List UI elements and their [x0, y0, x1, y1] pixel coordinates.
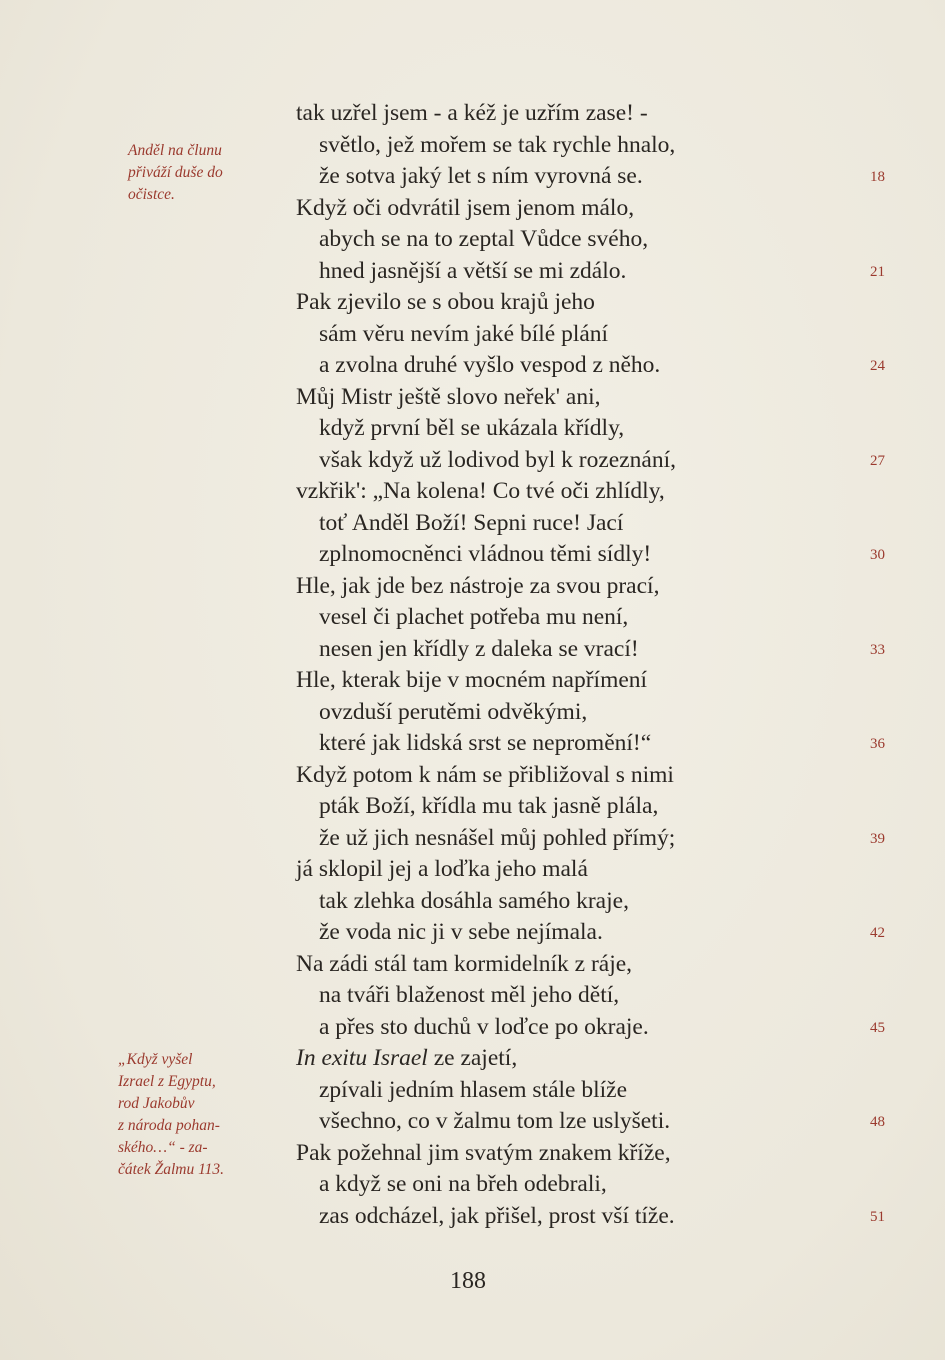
- verse-line: [296, 697, 796, 729]
- verse-text: abych se na to zeptal Vůdce svého,: [319, 226, 649, 252]
- verse-line: [296, 823, 796, 855]
- verse-line: [296, 256, 796, 288]
- verse-line: [296, 791, 796, 823]
- verse-line: [296, 854, 796, 886]
- verse-text: že voda nic ji v sebe nejímala.: [319, 919, 603, 945]
- line-number: 39: [870, 830, 885, 847]
- verse-text: které jak lidská srst se nepromění!“: [319, 730, 652, 756]
- line-number: 30: [870, 547, 885, 563]
- verse-line: [296, 634, 796, 666]
- verse-line: [296, 382, 796, 414]
- verse-text: však když už lodivod byl k rozeznání,: [319, 446, 676, 473]
- verse-text: nesen jen křídly z daleka se vrací!: [319, 635, 639, 662]
- margin-note-line: Anděl na člunu: [128, 142, 222, 159]
- verse-text: tak zlehka dosáhla samého kraje,: [319, 887, 629, 914]
- verse-line: [296, 193, 796, 225]
- margin-note-line: z národa pohan-: [118, 1117, 220, 1134]
- verse-line: [296, 665, 796, 697]
- poem-text: [296, 98, 796, 1232]
- verse-text: všechno, co v žalmu tom lze uslyšeti.: [319, 1108, 671, 1134]
- margin-note-line: „Když vyšel: [118, 1051, 193, 1068]
- line-number: 51: [870, 1208, 885, 1225]
- margin-note-line: rod Jakobův: [118, 1095, 195, 1112]
- verse-line: [296, 602, 796, 634]
- margin-note-line: Izrael z Egyptu,: [118, 1073, 216, 1090]
- verse-text: na tváři blaženost měl jeho dětí,: [319, 982, 620, 1008]
- line-number: 48: [870, 1114, 885, 1130]
- verse-line: [296, 1138, 796, 1170]
- verse-text: že už jich nesnášel můj pohled přímý;: [319, 824, 676, 851]
- verse-line: [296, 476, 796, 508]
- verse-line: [296, 886, 796, 918]
- verse-text: Můj Mistr ještě slovo neřek' ani,: [296, 383, 601, 410]
- margin-note-line: ského…“ - za-: [118, 1139, 208, 1156]
- verse-line: [296, 949, 796, 981]
- verse-text: Hle, kterak bije v mocném napřímení: [296, 667, 648, 693]
- line-number: 45: [870, 1019, 885, 1036]
- verse-text: zas odcházel, jak přišel, prost vší tíže.: [319, 1202, 675, 1229]
- verse-text: zplnomocněnci vládnou těmi sídly!: [319, 541, 652, 567]
- verse-text: když první běl se ukázala křídly,: [319, 415, 625, 441]
- verse-line: [296, 1169, 796, 1201]
- verse-text: Na zádi stál tam kormidelník z ráje,: [296, 950, 633, 977]
- line-number: 18: [870, 169, 885, 185]
- verse-text: Když potom k nám se přibližoval s nimi: [296, 761, 674, 788]
- verse-text: vesel či plachet potřeba mu není,: [319, 604, 629, 630]
- margin-note-line: přiváží duše do: [128, 164, 223, 181]
- line-number: 42: [870, 925, 885, 941]
- verse-line: [296, 1106, 796, 1138]
- page-number: 188: [450, 1268, 486, 1294]
- verse-line: [296, 728, 796, 760]
- verse-text: ovzduší perutěmi odvěkými,: [319, 698, 588, 725]
- verse-text: a přes sto duchů v loďce po okraje.: [319, 1013, 649, 1040]
- line-number: 33: [870, 641, 885, 658]
- margin-note-angel: [128, 140, 268, 206]
- verse-line: [296, 1043, 796, 1075]
- verse-text: ze zajetí,: [427, 1045, 518, 1071]
- verse-line: [296, 287, 796, 319]
- verse-line: [296, 917, 796, 949]
- margin-note-line: čátek Žalmu 113.: [118, 1161, 225, 1178]
- verse-line: [296, 350, 796, 382]
- verse-line: [296, 130, 796, 162]
- verse-text: pták Boží, křídla mu tak jasně plála,: [319, 793, 659, 819]
- verse-line: [296, 539, 796, 571]
- line-number: 21: [870, 263, 885, 280]
- verse-text: tak uzřel jsem - a kéž je uzřím zase! -: [296, 100, 648, 126]
- verse-line: [296, 445, 796, 477]
- verse-line: [296, 161, 796, 193]
- verse-text: toť Anděl Boží! Sepni ruce! Jací: [319, 509, 624, 536]
- line-number: 27: [870, 452, 885, 469]
- verse-line: [296, 224, 796, 256]
- verse-line: [296, 760, 796, 792]
- verse-text: sám věru nevím jaké bílé plání: [319, 320, 609, 347]
- margin-note-line: očistce.: [128, 186, 175, 203]
- verse-text: já sklopil jej a loďka jeho malá: [296, 856, 588, 882]
- line-number: 36: [870, 736, 885, 752]
- verse-text: světlo, jež mořem se tak rychle hnalo,: [319, 131, 676, 158]
- margin-note-psalm: [118, 1049, 273, 1181]
- verse-line: [296, 508, 796, 540]
- verse-line: [296, 98, 796, 130]
- verse-text: Pak zjevilo se s obou krajů jeho: [296, 289, 595, 315]
- verse-text: Hle, jak jde bez nástroje za svou prací,: [296, 572, 660, 599]
- verse-text: Když oči odvrátil jsem jenom málo,: [296, 194, 635, 221]
- verse-text: že sotva jaký let s ním vyrovná se.: [319, 163, 643, 189]
- line-number: 24: [870, 358, 885, 374]
- verse-line: [296, 1201, 796, 1233]
- verse-text: a zvolna druhé vyšlo vespod z něho.: [319, 352, 661, 378]
- verse-text: zpívali jedním hlasem stále blíže: [319, 1076, 628, 1103]
- verse-line: [296, 1012, 796, 1044]
- verse-text: vzkřik': „Na kolena! Co tvé oči zhlídly,: [296, 478, 665, 504]
- verse-text: a když se oni na břeh odebrali,: [319, 1171, 607, 1197]
- verse-line: [296, 413, 796, 445]
- verse-text: Pak požehnal jim svatým znakem kříže,: [296, 1139, 671, 1166]
- verse-text: hned jasnější a větší se mi zdálo.: [319, 257, 627, 284]
- verse-line: [296, 1075, 796, 1107]
- verse-line: [296, 571, 796, 603]
- verse-line: [296, 319, 796, 351]
- verse-line: [296, 980, 796, 1012]
- verse-italic: In exitu Israel: [296, 1045, 428, 1071]
